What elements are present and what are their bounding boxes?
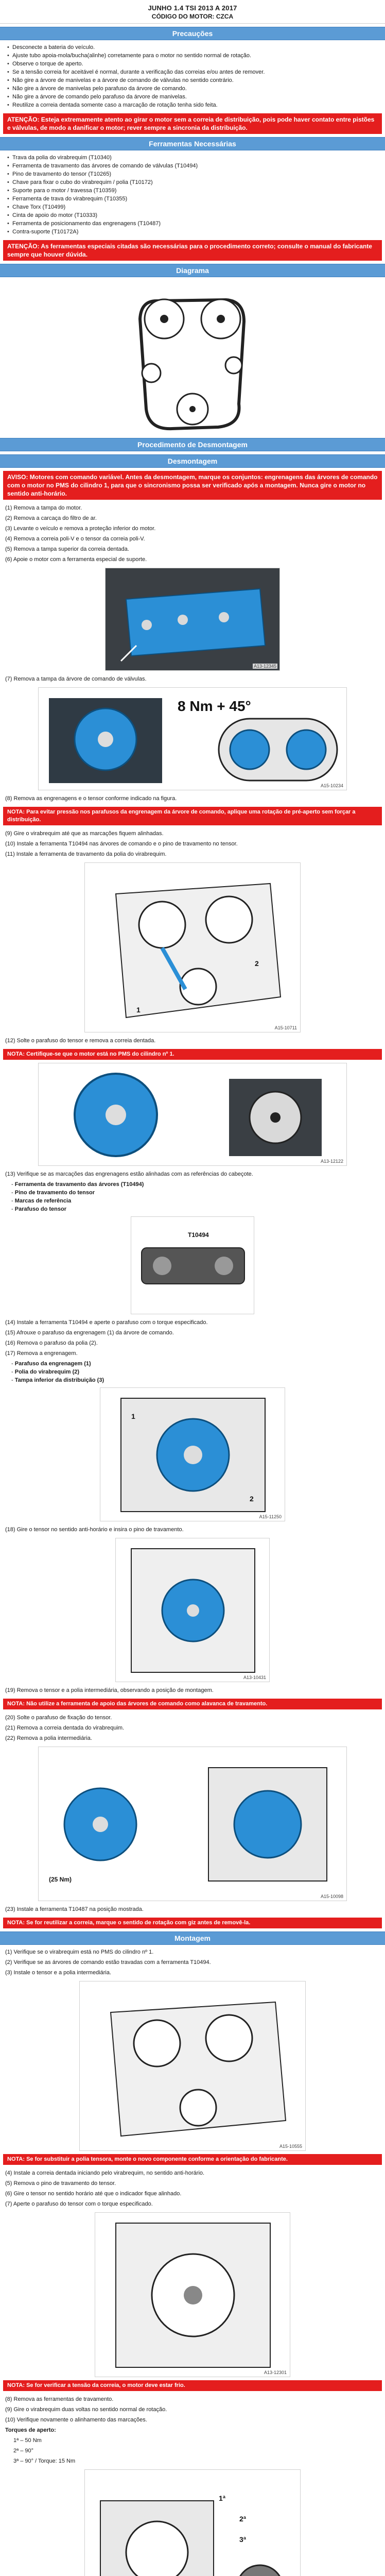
step-item: (17) Remova a engrenagem. (5, 1350, 78, 1357)
timing-belt-diagram (115, 280, 270, 435)
figure-tensioner (100, 1387, 285, 1521)
note-check: NOTA: Se for verificar a tensão da correia, o motor deve estar frio. (3, 2380, 382, 2391)
torque-spec: 8 Nm + 45° (178, 698, 251, 714)
section-precautions: Precauções (0, 27, 385, 40)
figure-belt-removal (84, 862, 301, 1032)
note-tensioner: NOTA: Não utilize a ferramenta de apoio das árvores de comando como alavanca de travamento. (3, 1699, 382, 1709)
figure-gear-torque (38, 687, 347, 790)
step-item: (8) Remova as ferramentas de travamento. (5, 2396, 114, 2402)
figure-code: A13-10431 (243, 1675, 266, 1680)
figure-idler (115, 1538, 270, 1682)
note-marks: NOTA: Certifique-se que o motor está no PMS do cilindro nº 1. (3, 1049, 382, 1060)
figure-caption: (19) Remova o tensor e a polia intermediária, observando a posição de montagem. (5, 1687, 214, 1693)
step-item: (1) Remova a tampa do motor. (5, 505, 82, 511)
figure-code: A13-12122 (320, 1159, 343, 1164)
precautions-warning: ATENÇÃO: Esteja extremamente atento ao girar o motor sem a correia de distribuição, pois pode haver contato entre pistões e válvulas, de modo a danificar o motor; rever sempre a sincronia da distribuição. (3, 113, 382, 134)
torque-heading: Torques de aperto: (5, 2427, 56, 2433)
list-item: - Marcas de referência (11, 1198, 72, 1204)
note-tools: NOTA: Para evitar pressão nos parafusos da engrenagem da árvore de comando, aplique uma rotação de pré-aperto sem forçar a distribuição. (3, 807, 382, 825)
step-item: (21) Remova a correia dentada do virabrequim. (5, 1725, 125, 1731)
list-item: • Cinta de apoio do motor (T10333) (7, 211, 380, 219)
document-header (0, 0, 385, 24)
svg-text:3ª: 3ª (239, 2535, 246, 2544)
tools-note: ATENÇÃO: As ferramentas especiais citadas são necessárias para o procedimento correto; consulte o manual do fabricante sempre que houver dúvida. (3, 240, 382, 261)
gear-hub (160, 315, 168, 323)
step-item: (10) Instale a ferramenta T10494 nas árvores de comando e o pino de travamento no tensor. (5, 841, 238, 847)
figure-caption: (8) Remova as engrenagens e o tensor conforme indicado na figura. (5, 795, 177, 802)
list-item: - Tampa inferior da distribuição (3) (11, 1377, 104, 1383)
list-item: • Pino de travamento do tensor (T10265) (7, 170, 380, 178)
tensioner-pulley (142, 364, 161, 382)
section-special-tools: Ferramentas Necessárias (0, 137, 385, 150)
figure-code: A15-10098 (320, 1894, 343, 1899)
figure-code: A15-11250 (259, 1514, 282, 1519)
list-item: • Reutilize a correia dentada somente caso a marcação de rotação tenha sido feita. (7, 101, 380, 109)
figure-code: A15-10234 (320, 783, 343, 788)
step-item: (15) Afrouxe o parafuso da engrenagem (1) da árvore de comando. (5, 1330, 174, 1336)
sub-list (11, 1360, 385, 1384)
figure-caption: (4) Instale a correia dentada iniciando pelo virabrequim, no sentido anti-horário. (5, 2170, 205, 2176)
list-item: • Não gire a árvore de comando pelo parafuso da árvore de manivelas. (7, 93, 380, 101)
figure-code: A13-12301 (264, 2370, 287, 2375)
tools-list (0, 152, 385, 237)
section-removal: Desmontagem (0, 454, 385, 468)
step-item: (3) Instale o tensor e a polia intermediária. (5, 1970, 112, 1976)
step-item: (4) Remova a correia poli-V e o tensor da correia poli-V. (5, 536, 145, 542)
figure-caption: (7) Remova a tampa da árvore de comando de válvulas. (5, 676, 147, 682)
svg-text:1: 1 (131, 1412, 135, 1420)
torque-item: 2ª – 90° (13, 2448, 34, 2454)
svg-text:1: 1 (136, 1006, 141, 1014)
gear-hub (189, 406, 196, 412)
list-item: - Ferramenta de travamento das árvores (T10494) (11, 1181, 144, 1188)
figure-alignment-marks (38, 1063, 347, 1166)
torque-item: 1ª – 50 Nm (13, 2437, 42, 2444)
list-item: • Ferramenta de posicionamento das engrenagens (T10487) (7, 219, 380, 228)
idler-pulley (225, 357, 242, 374)
figure-caption: (12) Solte o parafuso do tensor e remova a correia dentada. (5, 1038, 156, 1044)
step-item: (20) Solte o parafuso de fixação do tensor. (5, 1715, 112, 1721)
step-item: (9) Gire o virabrequim até que as marcações fiquem alinhadas. (5, 831, 164, 837)
list-item: • Suporte para o motor / travessa (T10359) (7, 187, 380, 195)
step-item: (2) Verifique se as árvores de comando estão travadas com a ferramenta T10494. (5, 1959, 211, 1965)
list-item: • Contra-suporte (T10172A) (7, 228, 380, 236)
removal-warning: AVISO: Motores com comando variável. Antes da desmontagem, marque os conjuntos: engrenagens das árvores de comando com o motor no PMS do cilindro 1, para que o sincronismo possa ser verificado após a montagem. Nunca gire o motor no sentido anti-horário. (3, 471, 382, 500)
note-install: NOTA: Se for substituir a polia tensora, monte o novo componente conforme a orientação do fabricante. (3, 2154, 382, 2165)
figure-code: A15-10555 (279, 2144, 302, 2149)
sub-list (11, 1180, 385, 1213)
figure-caption: (13) Verifique se as marcações das engrenagens estão alinhadas com as referências do cabeçote. (5, 1171, 253, 1177)
step-item: (2) Remova a carcaça do filtro de ar. (5, 515, 97, 521)
list-item: • Não gire a árvore de manivelas pelo parafuso da árvore de comando. (7, 84, 380, 93)
note-belt: NOTA: Se for reutilizar a correia, marque o sentido de rotação com giz antes de removê-la. (3, 1918, 382, 1928)
figure-code: A15-10711 (274, 1025, 297, 1030)
list-item: • Observe o torque de aperto. (7, 60, 380, 68)
section-procedure: Procedimento de Desmontagem (0, 438, 385, 451)
section-diagram: Diagrama (0, 264, 385, 277)
list-item: • Não gire a árvore de manivelas e a árvore de comando de válvulas no sentido contrário. (7, 76, 380, 84)
step-item: (9) Gire o virabrequim duas voltas no sentido normal de rotação. (5, 2406, 167, 2413)
step-item: (3) Levante o veículo e remova a proteção inferior do motor. (5, 526, 156, 532)
list-item: • Ferramenta de trava do virabrequim (T10355) (7, 195, 380, 203)
belt-diagram-svg (115, 280, 270, 435)
figure-install-belt (79, 1981, 306, 2151)
figure-camshaft-cover (105, 568, 280, 671)
figure-caption: (14) Instale a ferramenta T10494 e aperte o parafuso com o torque especificado. (5, 1319, 208, 1326)
step-item: (1) Verifique se o virabrequim está no PMS do cilindro nº 1. (5, 1949, 154, 1955)
list-item: - Polia do virabrequim (2) (11, 1369, 80, 1375)
step-item: (11) Instale a ferramenta de travamento da polia do virabrequim. (5, 851, 167, 857)
figure-final-torque (84, 2469, 301, 2576)
figure-caption: (23) Instale a ferramenta T10487 na posição mostrada. (5, 1906, 144, 1912)
tool-label: T10494 (188, 1231, 209, 1239)
step-item: (16) Remova o parafuso da polia (2). (5, 1340, 98, 1346)
document-subtitle: CÓDIGO DO MOTOR: CZCA (151, 13, 234, 20)
list-item: • Ferramenta de travamento das árvores de comando de válvulas (T10494) (7, 162, 380, 170)
figure-t10487 (38, 1747, 347, 1901)
gear-hub (217, 315, 225, 323)
svg-text:2: 2 (250, 1495, 254, 1503)
list-item: • Desconecte a bateria do veículo. (7, 43, 380, 52)
step-item: (5) Remova a tampa superior da correia dentada. (5, 546, 129, 552)
torque-item: 3ª – 90° / Torque: 15 Nm (13, 2458, 76, 2464)
step-item: (5) Remova o pino de travamento do tensor. (5, 2180, 116, 2187)
section-installation: Montagem (0, 1931, 385, 1945)
svg-text:2: 2 (255, 959, 259, 968)
precautions-list (0, 42, 385, 110)
step-item: (22) Remova a polia intermediária. (5, 1735, 92, 1741)
list-item: - Pino de travamento do tensor (11, 1190, 95, 1196)
figure-tool-t10494 (131, 1216, 254, 1314)
svg-text:1ª: 1ª (219, 2494, 225, 2502)
step-item: (6) Apoie o motor com a ferramenta especial de suporte. (5, 556, 147, 563)
list-item: - Parafuso da engrenagem (1) (11, 1361, 91, 1367)
step-item: (7) Aperte o parafuso do tensor com o torque especificado. (5, 2201, 153, 2207)
svg-text:2ª: 2ª (239, 2515, 246, 2523)
figure-tension-check (95, 2212, 290, 2377)
document-title: JUNHO 1.4 TSI 2013 A 2017 (148, 4, 237, 12)
list-item: - Parafuso do tensor (11, 1206, 66, 1212)
list-item: • Ajuste tubo apoia-mola/bucha(alinhe) corretamente para o motor no sentido normal de rotação. (7, 52, 380, 60)
list-item: • Chave para fixar o cubo do virabrequim / polia (T10172) (7, 178, 380, 187)
list-item: • Chave Torx (T10499) (7, 203, 380, 211)
list-item: • Se a tensão correia for aceitável é normal, durante a verificação das correias e/ou antes de remover. (7, 68, 380, 76)
list-item: • Trava da polia do virabrequim (T10340) (7, 154, 380, 162)
figure-caption: (18) Gire o tensor no sentido anti-horário e insira o pino de travamento. (5, 1527, 184, 1533)
figure-code: A13-12345 (253, 664, 276, 669)
torque-spec: (25 Nm) (49, 1876, 72, 1883)
step-item: (6) Gire o tensor no sentido horário até que o indicador fique alinhado. (5, 2191, 182, 2197)
step-item: (10) Verifique novamente o alinhamento das marcações. (5, 2417, 147, 2423)
